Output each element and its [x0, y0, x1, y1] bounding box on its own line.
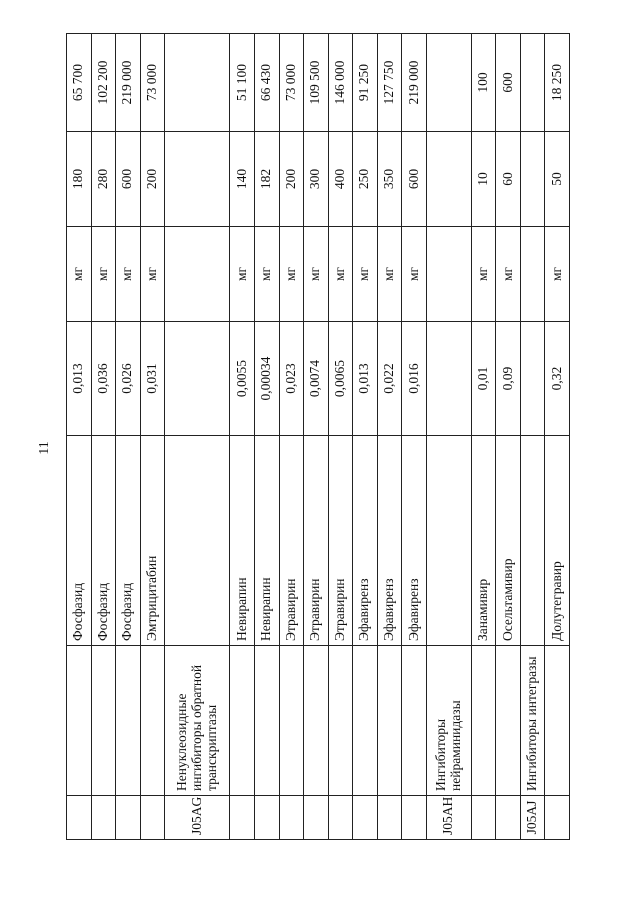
- cell-code: [67, 796, 92, 840]
- cell-ddd: 0,036: [91, 322, 116, 436]
- cell-unit: [165, 227, 230, 322]
- cell-price: 65 700: [67, 34, 92, 132]
- cell-dose: 50: [545, 132, 570, 227]
- cell-code: [545, 796, 570, 840]
- cell-ddd: 0,023: [279, 322, 304, 436]
- table-row: [230, 34, 255, 840]
- table-row: [165, 34, 230, 840]
- cell-price: 146 000: [328, 34, 353, 132]
- cell-dose: [165, 132, 230, 227]
- cell-price: 73 000: [140, 34, 165, 132]
- cell-price: 219 000: [402, 34, 427, 132]
- cell-drug: Эфавиренз: [402, 436, 427, 646]
- cell-unit: мг: [140, 227, 165, 322]
- table-row: [377, 34, 402, 840]
- cell-code: [140, 796, 165, 840]
- cell-unit: мг: [255, 227, 280, 322]
- cell-ddd: 0,01: [471, 322, 496, 436]
- cell-drug: Эфавиренз: [353, 436, 378, 646]
- cell-group: [328, 646, 353, 796]
- cell-group: Ненуклеозидные ингибиторы обратной транскриптазы: [165, 646, 230, 796]
- table-row: [328, 34, 353, 840]
- cell-drug: Этравирин: [304, 436, 329, 646]
- cell-price: 219 000: [116, 34, 141, 132]
- cell-drug: Долутегравир: [545, 436, 570, 646]
- cell-ddd: 0,09: [496, 322, 521, 436]
- cell-price: 109 500: [304, 34, 329, 132]
- cell-ddd: 0,32: [545, 322, 570, 436]
- cell-price: [426, 34, 471, 132]
- cell-dose: 300: [304, 132, 329, 227]
- cell-ddd: [426, 322, 471, 436]
- cell-drug: Фосфазид: [116, 436, 141, 646]
- cell-price: 18 250: [545, 34, 570, 132]
- table-row: [140, 34, 165, 840]
- cell-dose: [426, 132, 471, 227]
- cell-drug: [426, 436, 471, 646]
- cell-unit: мг: [471, 227, 496, 322]
- cell-ddd: 0,026: [116, 322, 141, 436]
- page-number: 11: [37, 441, 52, 455]
- cell-ddd: 0,00034: [255, 322, 280, 436]
- table-row: [255, 34, 280, 840]
- cell-group: [353, 646, 378, 796]
- cell-code: J05AJ: [520, 796, 545, 840]
- cell-unit: мг: [328, 227, 353, 322]
- cell-dose: 182: [255, 132, 280, 227]
- cell-unit: мг: [402, 227, 427, 322]
- table-row: [471, 34, 496, 840]
- cell-code: J05AG: [165, 796, 230, 840]
- drug-table: [66, 33, 570, 840]
- cell-code: [402, 796, 427, 840]
- cell-price: 91 250: [353, 34, 378, 132]
- cell-drug: Фосфазид: [91, 436, 116, 646]
- cell-drug: Занамивир: [471, 436, 496, 646]
- cell-price: [165, 34, 230, 132]
- cell-price: 73 000: [279, 34, 304, 132]
- cell-price: 100: [471, 34, 496, 132]
- cell-unit: мг: [377, 227, 402, 322]
- table-row: [116, 34, 141, 840]
- cell-code: [353, 796, 378, 840]
- table-row: [426, 34, 471, 840]
- cell-unit: мг: [545, 227, 570, 322]
- cell-group: [545, 646, 570, 796]
- cell-drug: Фосфазид: [67, 436, 92, 646]
- cell-unit: [520, 227, 545, 322]
- cell-drug: [520, 436, 545, 646]
- cell-group: [255, 646, 280, 796]
- cell-drug: Эмтрицитабин: [140, 436, 165, 646]
- cell-price: 102 200: [91, 34, 116, 132]
- cell-unit: мг: [230, 227, 255, 322]
- cell-ddd: 0,031: [140, 322, 165, 436]
- cell-unit: мг: [496, 227, 521, 322]
- cell-dose: 10: [471, 132, 496, 227]
- cell-group: [67, 646, 92, 796]
- cell-dose: 600: [116, 132, 141, 227]
- cell-dose: 250: [353, 132, 378, 227]
- cell-code: J05AH: [426, 796, 471, 840]
- cell-dose: 180: [67, 132, 92, 227]
- cell-price: 51 100: [230, 34, 255, 132]
- cell-dose: [520, 132, 545, 227]
- cell-group: [304, 646, 329, 796]
- table-row: [402, 34, 427, 840]
- cell-ddd: 0,022: [377, 322, 402, 436]
- cell-dose: 200: [140, 132, 165, 227]
- cell-unit: мг: [304, 227, 329, 322]
- cell-code: [255, 796, 280, 840]
- table-row: [545, 34, 570, 840]
- cell-ddd: 0,0074: [304, 322, 329, 436]
- cell-group: [279, 646, 304, 796]
- cell-ddd: 0,016: [402, 322, 427, 436]
- cell-unit: мг: [91, 227, 116, 322]
- cell-group: [402, 646, 427, 796]
- cell-ddd: 0,0065: [328, 322, 353, 436]
- drug-table-body: [67, 34, 570, 840]
- cell-code: [230, 796, 255, 840]
- cell-code: [377, 796, 402, 840]
- cell-code: [328, 796, 353, 840]
- cell-price: 600: [496, 34, 521, 132]
- cell-dose: 200: [279, 132, 304, 227]
- cell-code: [471, 796, 496, 840]
- cell-group: Ингибиторы интегразы: [520, 646, 545, 796]
- cell-group: [140, 646, 165, 796]
- rotated-table-container: [66, 34, 570, 840]
- cell-group: [471, 646, 496, 796]
- table-row: [279, 34, 304, 840]
- table-row: [91, 34, 116, 840]
- cell-unit: мг: [353, 227, 378, 322]
- cell-dose: 600: [402, 132, 427, 227]
- cell-code: [91, 796, 116, 840]
- cell-drug: Осельтамивир: [496, 436, 521, 646]
- cell-price: 66 430: [255, 34, 280, 132]
- cell-price: [520, 34, 545, 132]
- cell-ddd: 0,013: [353, 322, 378, 436]
- cell-unit: мг: [279, 227, 304, 322]
- cell-dose: 60: [496, 132, 521, 227]
- cell-unit: мг: [116, 227, 141, 322]
- cell-drug: Этравирин: [279, 436, 304, 646]
- cell-dose: 280: [91, 132, 116, 227]
- cell-drug: Невирапин: [255, 436, 280, 646]
- table-row: [304, 34, 329, 840]
- cell-code: [279, 796, 304, 840]
- cell-ddd: 0,0055: [230, 322, 255, 436]
- table-row: [496, 34, 521, 840]
- cell-code: [304, 796, 329, 840]
- cell-drug: Эфавиренз: [377, 436, 402, 646]
- cell-price: 127 750: [377, 34, 402, 132]
- cell-drug: Невирапин: [230, 436, 255, 646]
- cell-ddd: [165, 322, 230, 436]
- cell-code: [116, 796, 141, 840]
- cell-group: [496, 646, 521, 796]
- table-row: [520, 34, 545, 840]
- cell-group: [116, 646, 141, 796]
- cell-dose: 140: [230, 132, 255, 227]
- cell-group: [91, 646, 116, 796]
- cell-drug: Этравирин: [328, 436, 353, 646]
- cell-group: [377, 646, 402, 796]
- cell-unit: мг: [67, 227, 92, 322]
- table-row: [67, 34, 92, 840]
- cell-unit: [426, 227, 471, 322]
- cell-group: Ингибиторы нейраминидазы: [426, 646, 471, 796]
- cell-group: [230, 646, 255, 796]
- cell-dose: 350: [377, 132, 402, 227]
- cell-ddd: 0,013: [67, 322, 92, 436]
- table-row: [353, 34, 378, 840]
- cell-drug: [165, 436, 230, 646]
- cell-ddd: [520, 322, 545, 436]
- cell-code: [496, 796, 521, 840]
- cell-dose: 400: [328, 132, 353, 227]
